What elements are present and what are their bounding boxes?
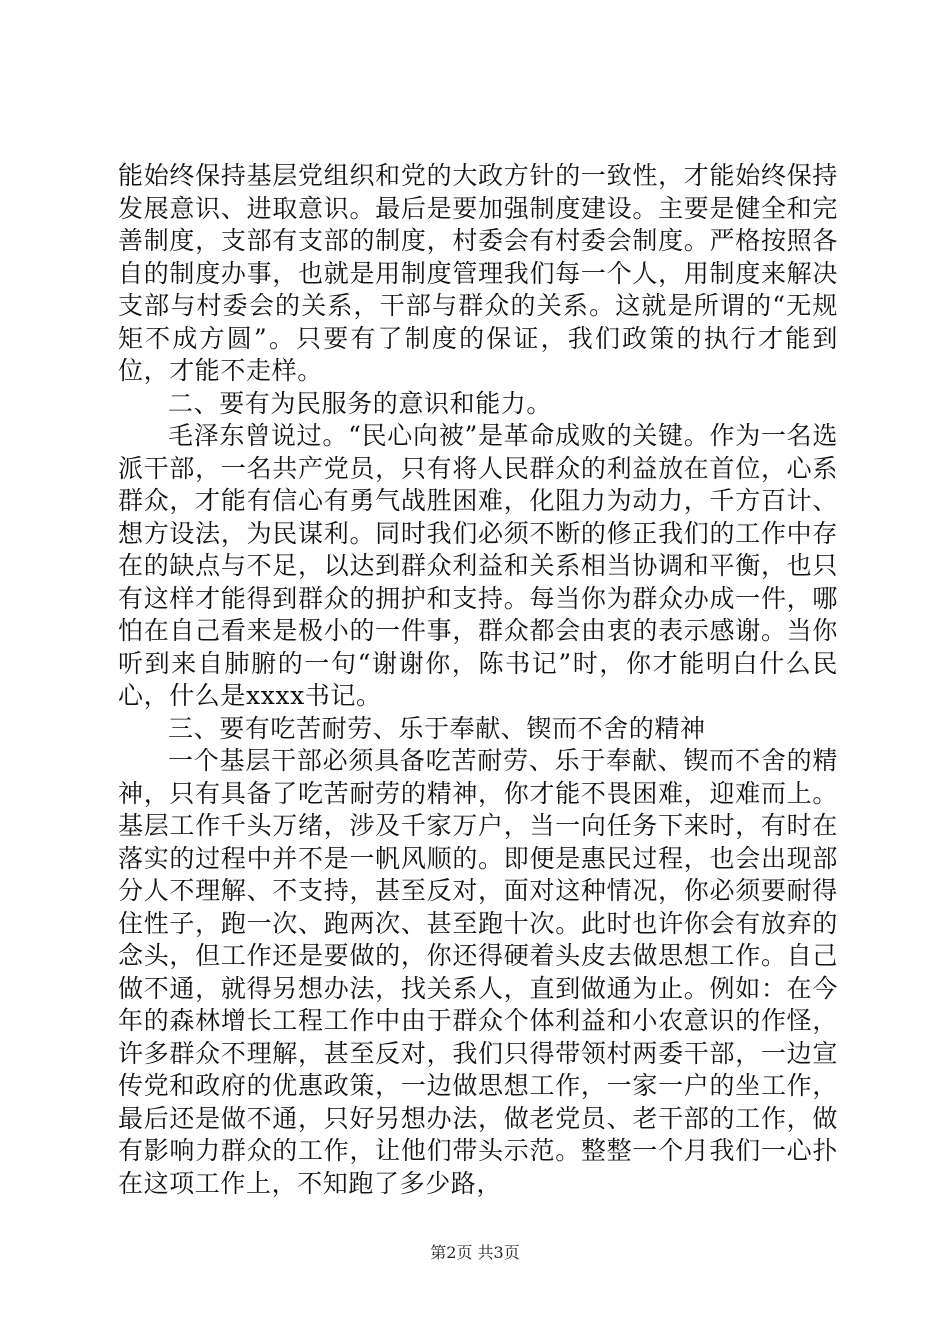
paragraph-grassroots-work: 一个基层干部必须具备吃苦耐劳、乐于奉献、锲而不舍的精神，只有具备了吃苦耐劳的精神，你才能不畏困难，迎难而上。基层工作千头万绪，涉及千家万户，当一向任务下来时，有时在落实的过程中并不是一帆风顺的。即便是惠民过程，也会出现部分人不理解、不支持，甚至反对，面对这种情况，你必须要耐得住性子，跑一次、跑两次、甚至跑十次。此时也许你会有放弃的念头，但工作还是要做的，你还得硬着头皮去做思想工作。自己做不通，就得另想办法，找关系人，直到做通为止。例如：在今年的森林增长工程工作中由于群众个体利益和小农意识的作怪，许多群众不理解，甚至反对，我们只得带领村两委干部，一边宣传党和政府的优惠政策，一边做思想工作，一家一户的坐工作，最后还是做不通，只好另想办法，做老党员、老干部的工作，做有影响力群众的工作，让他们带头示范。整整一个月我们一心扑在这项工作上，不知跑了多少路， [118,746,838,1198]
paragraph-institution-building: 能始终保持基层党组织和党的大政方针的一致性，才能始终保持发展意识、进取意识。最后是要加强制度建设。主要是健全和完善制度，支部有支部的制度，村委会有村委会制度。严格按照各自的制度办事，也就是用制度管理我们每一个人，用制度来解决支部与村委会的关系，干部与群众的关系。这就是所谓的“无规矩不成方圆”。只要有了制度的保证，我们政策的执行才能到位，才能不走样。 [118,161,838,385]
page-number-footer: 第2页 共3页 [430,1243,520,1262]
paragraph-public-support: 毛泽东曾说过。“民心向被”是革命成败的关键。作为一名选派干部，一名共产党员，只有将人民群众的利益放在首位，心系群众，才能有信心有勇气战胜困难，化阻力为动力，千方百计、想方设法，为民谋利。同时我们必须不断的修正我们的工作中存在的缺点与不足，以达到群众利益和关系相当协调和平衡，也只有这样才能得到群众的拥护和支持。每当你为群众办成一件，哪怕在自己看来是极小的一件事，群众都会由衷的表示感谢。当你听到来自肺腑的一句“谢谢你，陈书记”时，你才能明白什么民心，什么是xxxx书记。 [118,421,838,710]
section-heading-hardworking-spirit: 三、要有吃苦耐劳、乐于奉献、锲而不舍的精神 [168,713,706,743]
document-body [118,160,838,1200]
section-heading-service-awareness: 二、要有为民服务的意识和能力。 [168,388,553,418]
